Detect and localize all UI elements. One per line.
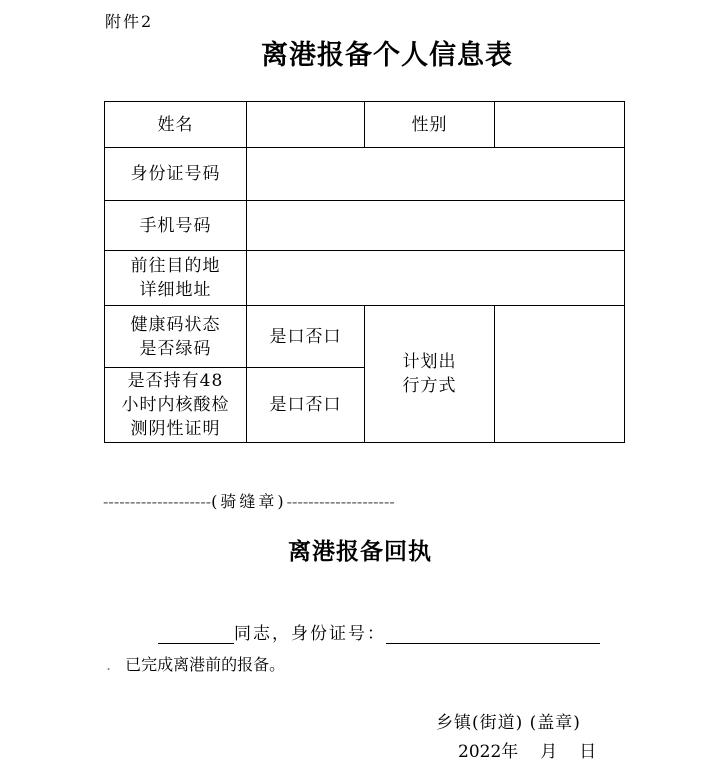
health-code-label-line1: 健康码状态 (130, 314, 221, 335)
receipt-title: 离港报备回执 (288, 539, 432, 565)
travel-mode-field[interactable] (495, 306, 625, 443)
nucleic-test-label-line2: 小时内核酸检 (121, 395, 230, 415)
health-code-options[interactable]: 是口否口 (247, 306, 365, 368)
seam-seal-divider (103, 489, 619, 512)
nucleic-test-label-line1: 是否持有48 (127, 371, 224, 391)
destination-label-line2: 详细地址 (139, 280, 212, 300)
receipt-date (458, 737, 596, 762)
gender-label: 性别 (365, 102, 495, 148)
date-year: 2022年 (458, 742, 519, 762)
nucleic-test-label (105, 368, 247, 443)
health-code-label (105, 306, 247, 368)
personal-info-table (104, 101, 625, 443)
comrade-id-text: 同志，身份证号： (234, 624, 386, 644)
id-number-label: 身份证号码 (105, 148, 247, 201)
name-field[interactable] (247, 102, 365, 148)
id-number-field[interactable] (247, 148, 625, 201)
stray-dot: . (106, 655, 112, 674)
form-title: 离港报备个人信息表 (261, 40, 513, 71)
gender-field[interactable] (495, 102, 625, 148)
travel-mode-label-line2: 行方式 (402, 376, 457, 396)
seam-dashes-right: -------------------- (286, 492, 395, 511)
travel-mode-label-line1: 计划出 (402, 352, 457, 372)
name-label: 姓名 (105, 102, 247, 148)
id-number-blank[interactable] (386, 623, 600, 644)
destination-field[interactable] (247, 251, 625, 306)
completed-text: 已完成离港前的报备。 (125, 655, 286, 674)
township-seal: 乡镇(街道) (盖章) (436, 713, 581, 733)
seam-seal-label: (骑缝章) (211, 492, 287, 511)
travel-mode-label (365, 306, 495, 443)
destination-label (105, 251, 247, 306)
health-code-label-line2: 是否绿码 (139, 338, 212, 359)
destination-label-line1: 前往目的地 (130, 256, 221, 276)
date-day: 日 (579, 742, 597, 762)
date-month: 月 (540, 742, 558, 762)
nucleic-test-label-line3: 测阴性证明 (130, 419, 221, 439)
nucleic-test-options[interactable]: 是口否口 (247, 368, 365, 443)
seam-dashes-left: -------------------- (103, 492, 212, 511)
receipt-comrade-line (158, 619, 600, 644)
receipt-completed-line (106, 652, 285, 675)
attachment-label: 附件2 (105, 12, 154, 31)
name-blank[interactable] (158, 623, 234, 644)
phone-field[interactable] (247, 201, 625, 251)
phone-label: 手机号码 (105, 201, 247, 251)
